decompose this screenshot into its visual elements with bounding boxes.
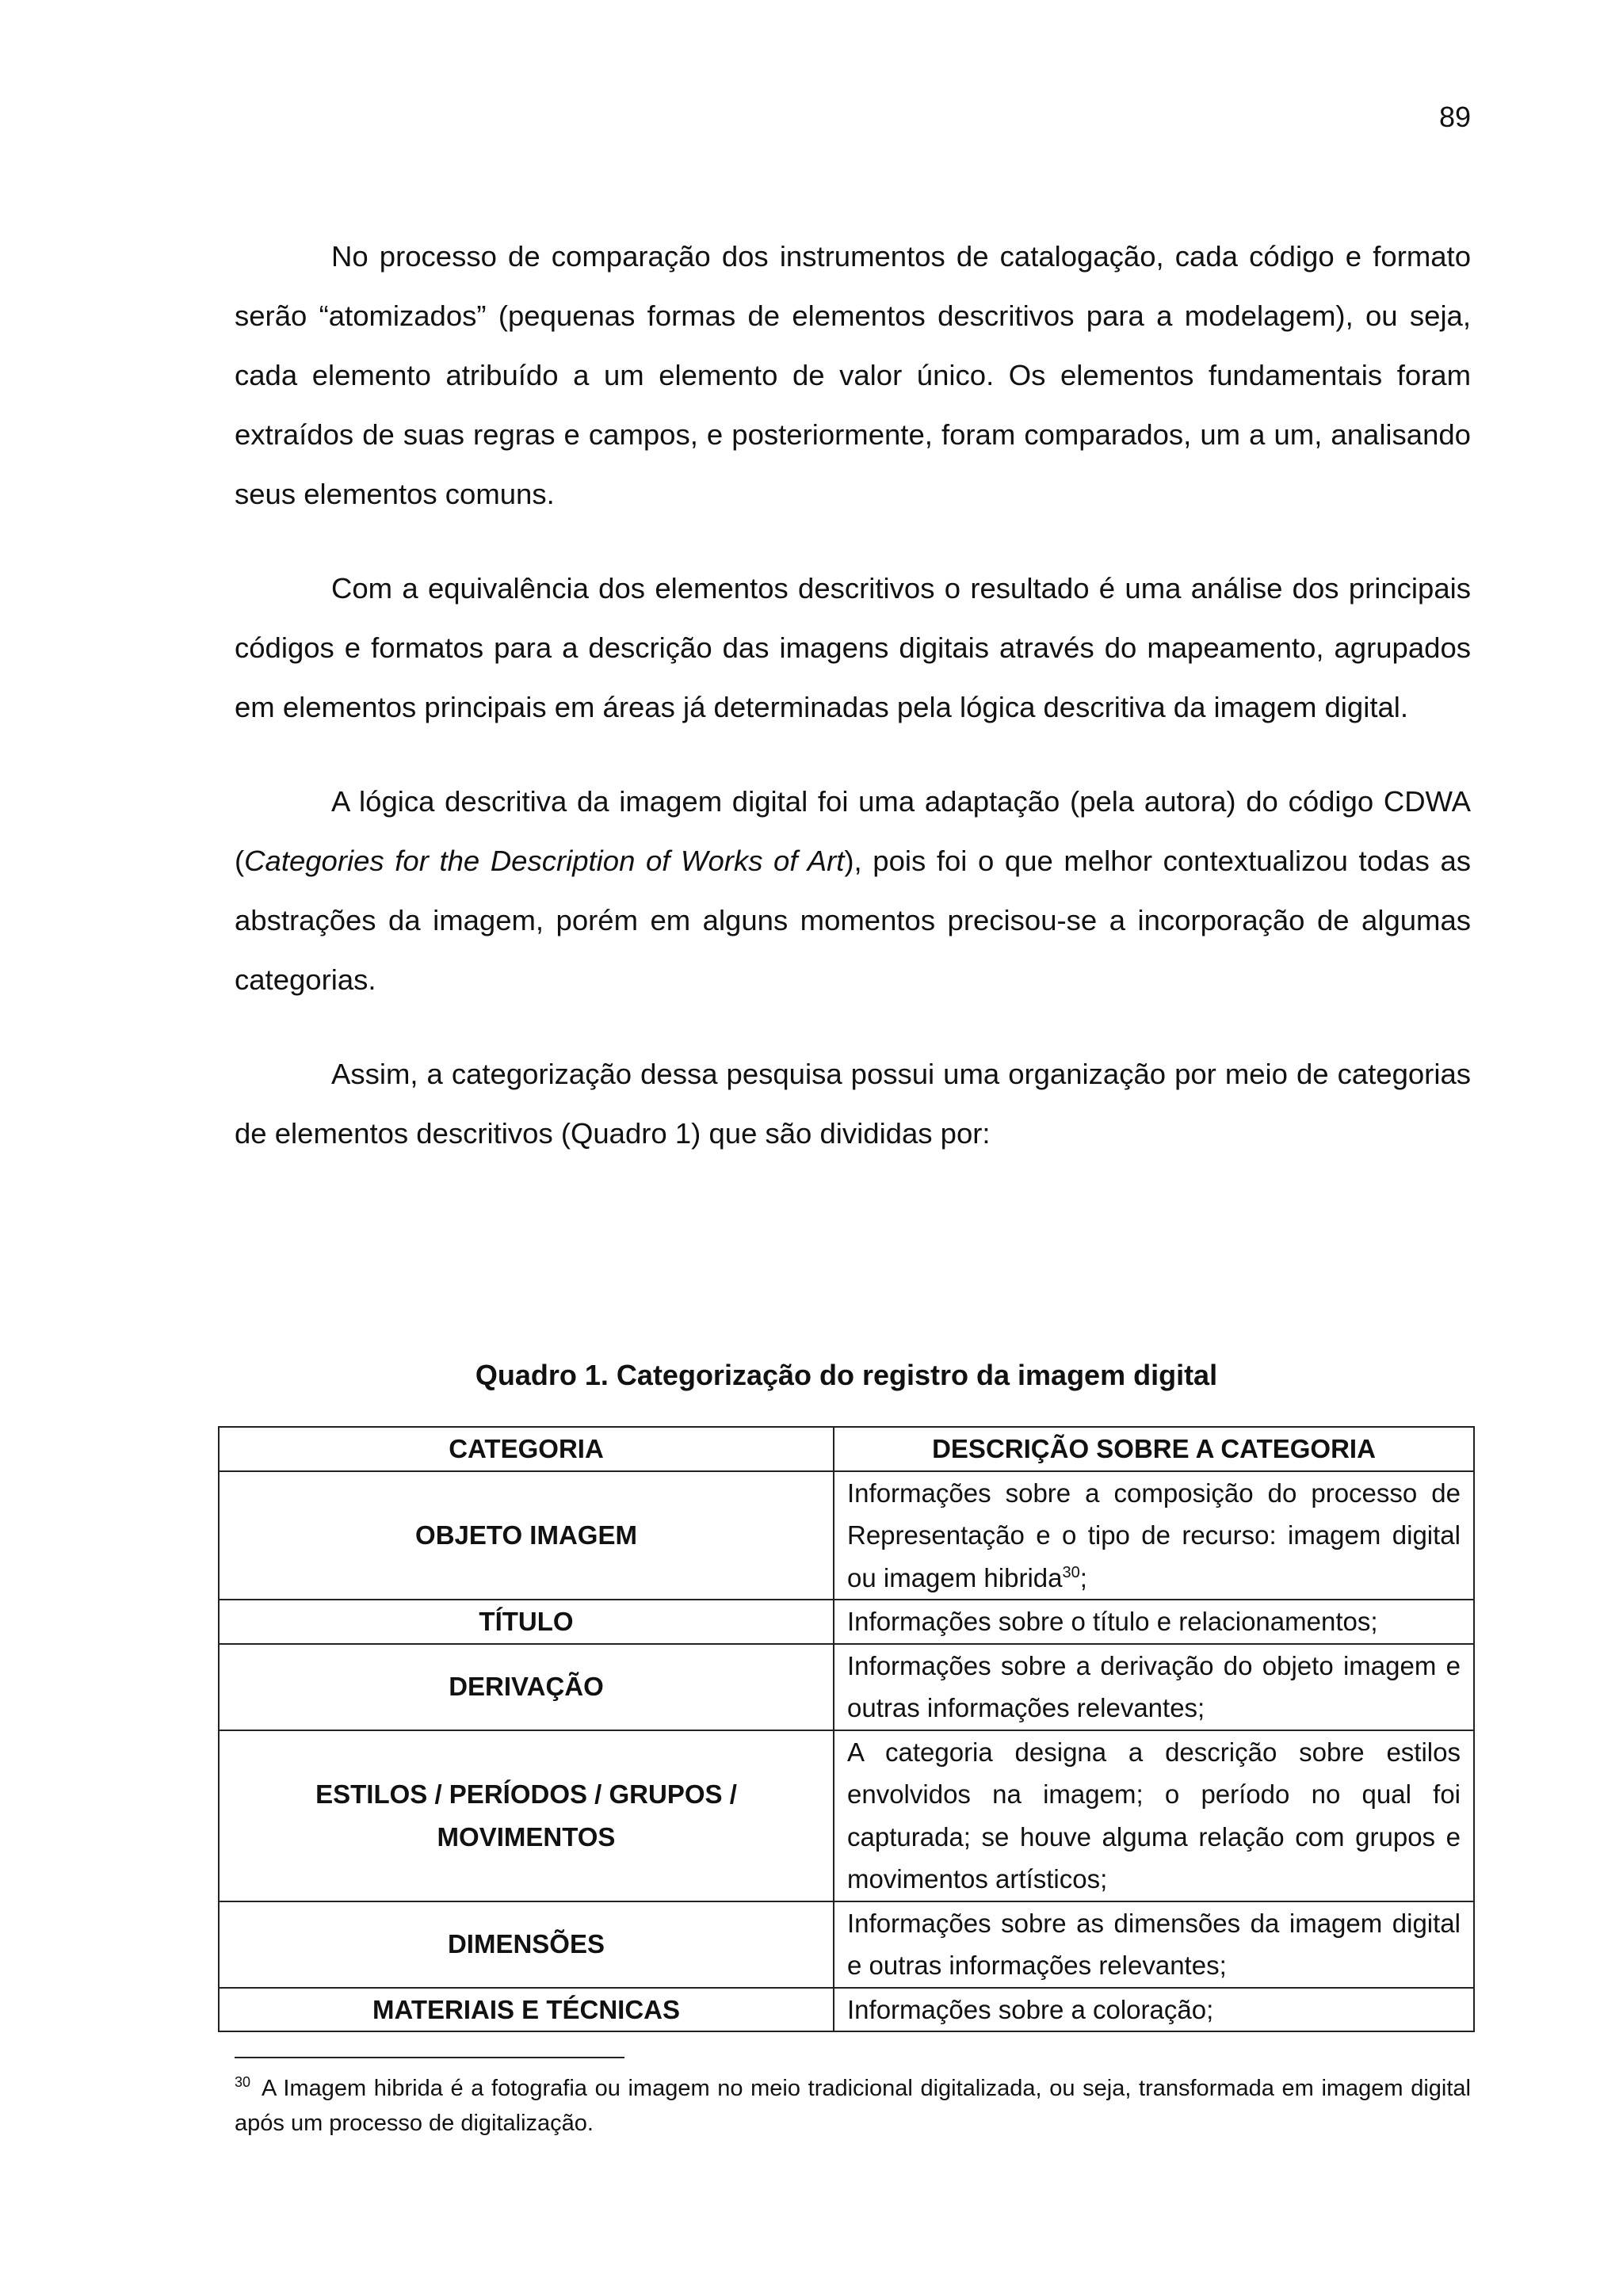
footnote-reference[interactable]: 30 bbox=[1062, 1563, 1080, 1581]
row-description: Informações sobre a derivação do objeto imagem e outras informações relevantes; bbox=[834, 1644, 1474, 1730]
table-header-row bbox=[219, 1427, 1474, 1471]
paragraph-3-italic-title: Categories for the Description of Works of Art bbox=[244, 845, 845, 877]
table-row bbox=[219, 1471, 1474, 1600]
table-row bbox=[219, 1901, 1474, 1988]
footnote-text: A Imagem hibrida é a fotografia ou imagem no meio tradicional digitalizada, ou seja, transformada em imagem digital após um processo de digitalização. bbox=[235, 2076, 1471, 2136]
row-category: TÍTULO bbox=[219, 1600, 834, 1644]
categorization-table bbox=[218, 1426, 1475, 2032]
row-description: A categoria designa a descrição sobre estilos envolvidos na imagem; o período no qual foi capturada; se houve alguma relação com grupos e movimentos artísticos; bbox=[834, 1730, 1474, 1901]
paragraph-4: Assim, a categorização dessa pesquisa possui uma organização por meio de categorias de elementos descritivos (Quadro 1) que são divididas por: bbox=[235, 1058, 1471, 1150]
row-category: ESTILOS / PERÍODOS / GRUPOS / MOVIMENTOS bbox=[219, 1730, 834, 1901]
table-row bbox=[219, 1730, 1474, 1901]
row-description: Informações sobre o título e relacionamentos; bbox=[834, 1600, 1474, 1644]
body-text bbox=[235, 227, 1471, 1163]
paragraph-2: Com a equivalência dos elementos descritivos o resultado é uma análise dos principais códigos e formatos para a descrição das imagens digitais através do mapeamento, agrupados em elementos principais em áreas já determinadas pela lógica descritiva da imagem digital. bbox=[235, 572, 1471, 723]
row-description: Informações sobre a coloração; bbox=[834, 1988, 1474, 2032]
header-description: DESCRIÇÃO SOBRE A CATEGORIA bbox=[834, 1427, 1474, 1471]
paragraph-1: No processo de comparação dos instrumentos de catalogação, cada código e formato serão “atomizados” (pequenas formas de elementos descritivos para a modelagem), ou seja, cada elemento atribuído a um elemento de valor único. Os elementos fundamentais foram extraídos de suas regras e campos, e posteriormente, foram comparados, um a um, analisando seus elementos comuns. bbox=[235, 240, 1471, 510]
page-number: 89 bbox=[1438, 101, 1471, 133]
header-category: CATEGORIA bbox=[219, 1427, 834, 1471]
paragraph-3 bbox=[235, 772, 1471, 1009]
footnote-number: 30 bbox=[235, 2074, 251, 2091]
row-description: Informações sobre as dimensões da imagem digital e outras informações relevantes; bbox=[834, 1901, 1474, 1988]
table-row bbox=[219, 1600, 1474, 1644]
table-row bbox=[219, 1988, 1474, 2032]
table-row bbox=[219, 1644, 1474, 1730]
row-description bbox=[834, 1471, 1474, 1600]
row-description-text: Informações sobre a composição do processo de Representação e o tipo de recurso: imagem digital ou imagem hibrida bbox=[847, 1478, 1461, 1592]
row-category: DIMENSÕES bbox=[219, 1901, 834, 1988]
row-description-tail: ; bbox=[1079, 1562, 1087, 1592]
paragraph-3-text-after: ), pois foi o que melhor contextualizou todas as abstrações da imagem, porém em alguns momentos precisou-se a incorporação de algumas categorias. bbox=[235, 845, 1471, 996]
paragraph-3-text-before: A lógica descritiva da imagem digital foi uma adaptação (pela autora) do código CDWA ( bbox=[235, 785, 1471, 877]
footnote bbox=[235, 2071, 1471, 2141]
row-category: DERIVAÇÃO bbox=[219, 1644, 834, 1730]
footnote-separator bbox=[235, 2057, 624, 2058]
row-category: MATERIAIS E TÉCNICAS bbox=[219, 1988, 834, 2032]
row-category: OBJETO IMAGEM bbox=[219, 1471, 834, 1600]
table-caption: Quadro 1. Categorização do registro da imagem digital bbox=[475, 1359, 1218, 1391]
